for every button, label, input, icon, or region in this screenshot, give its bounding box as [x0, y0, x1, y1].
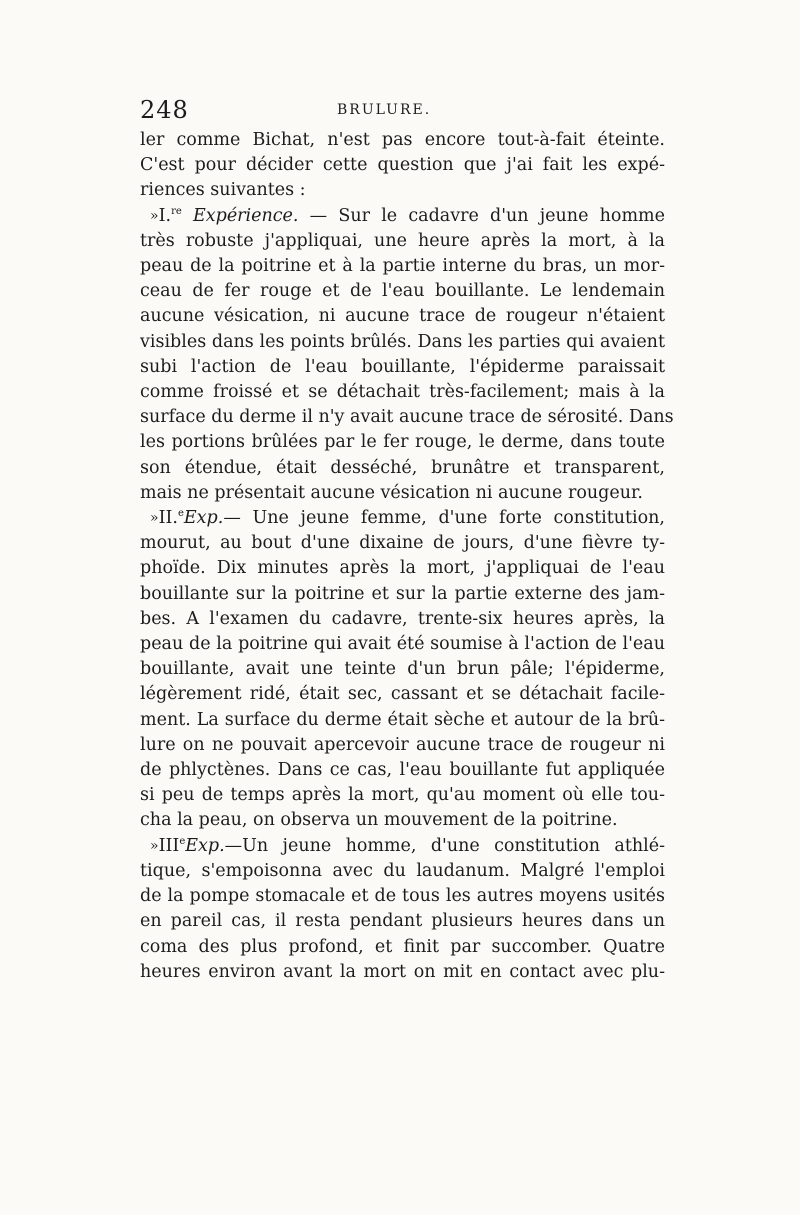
guillemet-mark: »: [150, 207, 159, 224]
page-number: 248: [140, 96, 189, 124]
text-line: visibles dans les points brûlés. Dans les parties qui avaient: [140, 331, 665, 352]
page-header: [140, 96, 660, 126]
experiment-1-number: I.: [158, 205, 172, 226]
intro-paragraph: [140, 128, 665, 204]
experiment-3-ordinal: e: [179, 835, 186, 847]
experiment-1-first-text: — Sur le cadavre d'un jeune homme: [298, 205, 665, 226]
text-line: riences suivantes :: [140, 180, 306, 201]
text-line: bouillante, avait une teinte d'un brun pâle; l'épiderme,: [140, 659, 665, 680]
text-line: légèrement ridé, était sec, cassant et se détachait facile-: [140, 684, 665, 705]
text-line: ment. La surface du derme était sèche et autour de la brû-: [140, 709, 665, 730]
text-line: lure on ne pouvait apercevoir aucune trace de rougeur ni: [140, 734, 665, 755]
experiment-2-first-text: — Une jeune femme, d'une forte constitution,: [223, 508, 665, 529]
guillemet-mark: »: [150, 510, 159, 527]
experiment-3-paragraph: [140, 834, 665, 985]
experiment-2-paragraph: [140, 506, 665, 834]
experiment-3-label: Exp.: [185, 835, 225, 856]
guillemet-mark: »: [150, 837, 159, 854]
experiment-2-first-line: [140, 506, 665, 531]
experiment-1-label: Expérience.: [192, 205, 299, 226]
text-line: mourut, au bout d'une dixaine de jours, d'une fièvre ty-: [140, 533, 665, 554]
experiment-3-number: III: [158, 835, 180, 856]
experiment-3-first-line: [140, 834, 665, 859]
text-line: en pareil cas, il resta pendant plusieurs heures dans un: [140, 911, 665, 932]
text-line: de la pompe stomacale et de tous les autres moyens usités: [140, 886, 665, 907]
text-line: les portions brûlées par le fer rouge, le derme, dans toute: [140, 432, 665, 453]
experiment-2-label: Exp.: [183, 508, 224, 529]
text-line: si peu de temps après la mort, qu'au moment où elle tou-: [140, 785, 665, 806]
text-line: peau de la poitrine et à la partie interne du bras, un mor-: [140, 256, 665, 277]
experiment-2-number: II.: [158, 508, 178, 529]
text-line: mais ne présentait aucune vésication ni aucune rougeur.: [140, 482, 643, 503]
experiment-1-ordinal: re: [171, 205, 182, 217]
text-line: bouillante sur la poitrine et sur la partie externe des jam-: [140, 583, 665, 604]
text-line: peau de la poitrine qui avait été soumise à l'action de l'eau: [140, 634, 665, 655]
text-line: cha la peau, on observa un mouvement de la poitrine.: [140, 810, 618, 831]
text-line: son étendue, était desséché, brunâtre et transparent,: [140, 457, 665, 478]
text-line: ceau de fer rouge et de l'eau bouillante. Le lendemain: [140, 281, 665, 302]
experiment-3-first-text: —Un jeune homme, d'une constitution athlé-: [224, 835, 665, 856]
text-line: bes. A l'examen du cadavre, trente-six heures après, la: [140, 608, 665, 629]
text-line: surface du derme il n'y avait aucune trace de sérosité. Dans: [140, 407, 674, 428]
text-line: heures environ avant la mort on mit en contact avec plu-: [140, 961, 665, 982]
text-line: coma des plus profond, et finit par succomber. Quatre: [140, 936, 665, 957]
text-line: aucune vésication, ni aucune trace de rougeur n'étaient: [140, 306, 665, 327]
experiment-1-paragraph: [140, 204, 674, 506]
text-line: très robuste j'appliquai, une heure après la mort, à la: [140, 230, 665, 251]
running-head: BRULURE.: [337, 102, 432, 118]
text-line: phoïde. Dix minutes après la mort, j'appliquai de l'eau: [140, 558, 665, 579]
text-line: de phlyctènes. Dans ce cas, l'eau bouillante fut appliquée: [140, 760, 665, 781]
experiment-1-first-line: [140, 204, 665, 229]
text-line: comme froissé et se détachait très-facilement; mais à la: [140, 382, 665, 403]
text-line: subi l'action de l'eau bouillante, l'épiderme paraissait: [140, 356, 665, 377]
experiment-2-ordinal: e: [177, 508, 184, 520]
text-line: ler comme Bichat, n'est pas encore tout-à-fait éteinte.: [140, 130, 665, 150]
body-text: [140, 128, 674, 985]
text-line: tique, s'empoisonna avec du laudanum. Malgré l'emploi: [140, 860, 665, 881]
text-line: C'est pour décider cette question que j'ai fait les expé-: [140, 155, 665, 176]
